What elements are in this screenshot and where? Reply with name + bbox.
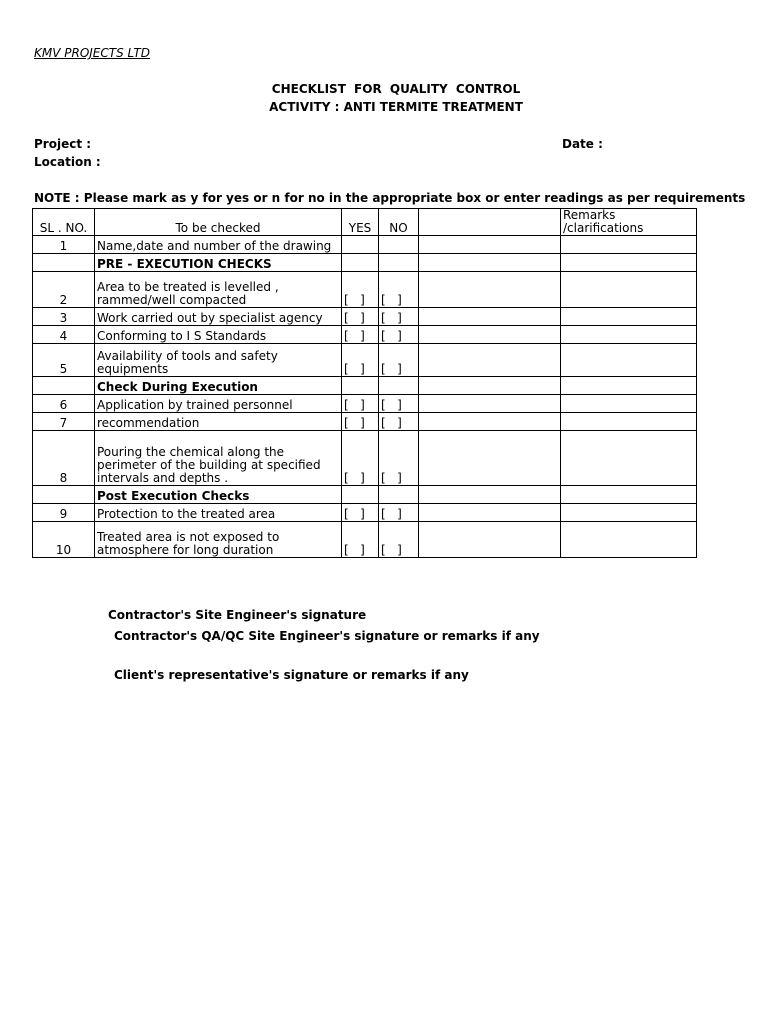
item-cell: Conforming to I S Standards xyxy=(95,326,342,344)
company-name: KMV PROJECTS LTD xyxy=(34,46,150,60)
header-no: NO xyxy=(379,209,419,236)
header-remarks: Remarks /clarifications xyxy=(561,209,697,236)
sl-no-cell: 8 xyxy=(33,431,95,486)
sl-no-cell xyxy=(33,254,95,272)
yes-cell xyxy=(342,254,379,272)
remarks-cell[interactable] xyxy=(561,344,697,377)
blank-cell[interactable] xyxy=(419,504,561,522)
sl-no-cell: 6 xyxy=(33,395,95,413)
no-checkbox[interactable]: [ ] xyxy=(379,431,419,486)
document-title: CHECKLIST FOR QUALITY CONTROL xyxy=(271,82,521,96)
yes-checkbox[interactable]: [ ] xyxy=(342,504,379,522)
no-cell xyxy=(379,486,419,504)
yes-checkbox[interactable]: [ ] xyxy=(342,395,379,413)
table-row xyxy=(33,431,697,486)
no-checkbox[interactable]: [ ] xyxy=(379,413,419,431)
item-cell: recommendation xyxy=(95,413,342,431)
remarks-cell[interactable] xyxy=(561,395,697,413)
location-label: Location : xyxy=(34,155,101,169)
section-row xyxy=(33,254,697,272)
no-checkbox[interactable]: [ ] xyxy=(379,344,419,377)
table-row xyxy=(33,236,697,254)
sl-no-cell: 1 xyxy=(33,236,95,254)
no-checkbox[interactable]: [ ] xyxy=(379,395,419,413)
header-yes: YES xyxy=(342,209,379,236)
yes-checkbox[interactable]: [ ] xyxy=(342,308,379,326)
sl-no-cell: 3 xyxy=(33,308,95,326)
sl-no-cell: 5 xyxy=(33,344,95,377)
blank-cell xyxy=(419,486,561,504)
table-row xyxy=(33,326,697,344)
blank-cell[interactable] xyxy=(419,272,561,308)
remarks-cell xyxy=(561,254,697,272)
header-to-be-checked: To be checked xyxy=(95,209,342,236)
sl-no-cell xyxy=(33,486,95,504)
item-cell: Protection to the treated area xyxy=(95,504,342,522)
yes-checkbox[interactable]: [ ] xyxy=(342,326,379,344)
yes-cell[interactable] xyxy=(342,236,379,254)
yes-checkbox[interactable]: [ ] xyxy=(342,522,379,558)
sl-no-cell xyxy=(33,377,95,395)
instruction-note: NOTE : Please mark as y for yes or n for no in the appropriate box or enter readings as per requirements xyxy=(34,191,746,205)
yes-cell xyxy=(342,377,379,395)
client-signature: Client's representative's signature or remarks if any xyxy=(114,668,469,682)
header-blank xyxy=(419,209,561,236)
no-cell xyxy=(379,254,419,272)
no-cell[interactable] xyxy=(379,236,419,254)
blank-cell xyxy=(419,254,561,272)
no-checkbox[interactable]: [ ] xyxy=(379,272,419,308)
table-row xyxy=(33,395,697,413)
activity-subtitle: ACTIVITY : ANTI TERMITE TREATMENT xyxy=(269,100,523,114)
site-engineer-signature: Contractor's Site Engineer's signature xyxy=(108,608,367,622)
item-cell: Availability of tools and safety equipments xyxy=(95,344,342,377)
remarks-cell[interactable] xyxy=(561,272,697,308)
blank-cell[interactable] xyxy=(419,413,561,431)
no-checkbox[interactable]: [ ] xyxy=(379,522,419,558)
blank-cell[interactable] xyxy=(419,522,561,558)
blank-cell[interactable] xyxy=(419,236,561,254)
no-checkbox[interactable]: [ ] xyxy=(379,308,419,326)
table-row xyxy=(33,522,697,558)
table-row xyxy=(33,344,697,377)
blank-cell[interactable] xyxy=(419,395,561,413)
remarks-cell[interactable] xyxy=(561,522,697,558)
remarks-cell[interactable] xyxy=(561,413,697,431)
sl-no-cell: 9 xyxy=(33,504,95,522)
table-row xyxy=(33,308,697,326)
no-cell xyxy=(379,377,419,395)
sl-no-cell: 2 xyxy=(33,272,95,308)
project-label: Project : xyxy=(34,137,92,151)
checklist-table xyxy=(32,208,697,558)
table-row xyxy=(33,413,697,431)
yes-checkbox[interactable]: [ ] xyxy=(342,413,379,431)
yes-cell xyxy=(342,486,379,504)
section-heading: PRE - EXECUTION CHECKS xyxy=(95,254,342,272)
item-cell: Name,date and number of the drawing xyxy=(95,236,342,254)
remarks-cell xyxy=(561,377,697,395)
yes-checkbox[interactable]: [ ] xyxy=(342,431,379,486)
sl-no-cell: 10 xyxy=(33,522,95,558)
blank-cell[interactable] xyxy=(419,431,561,486)
sl-no-cell: 7 xyxy=(33,413,95,431)
remarks-cell xyxy=(561,486,697,504)
blank-cell xyxy=(419,377,561,395)
section-row xyxy=(33,486,697,504)
section-heading: Post Execution Checks xyxy=(95,486,342,504)
table-row xyxy=(33,504,697,522)
table-header-row xyxy=(33,209,697,236)
remarks-cell[interactable] xyxy=(561,504,697,522)
sl-no-cell: 4 xyxy=(33,326,95,344)
yes-checkbox[interactable]: [ ] xyxy=(342,344,379,377)
item-cell: Area to be treated is levelled , rammed/well compacted xyxy=(95,272,342,308)
section-row xyxy=(33,377,697,395)
item-cell: Application by trained personnel xyxy=(95,395,342,413)
remarks-cell[interactable] xyxy=(561,326,697,344)
blank-cell[interactable] xyxy=(419,308,561,326)
blank-cell[interactable] xyxy=(419,344,561,377)
qa-qc-signature: Contractor's QA/QC Site Engineer's signature or remarks if any xyxy=(114,629,540,643)
date-label: Date : xyxy=(562,137,603,151)
remarks-cell[interactable] xyxy=(561,308,697,326)
no-checkbox[interactable]: [ ] xyxy=(379,326,419,344)
remarks-cell[interactable] xyxy=(561,431,697,486)
header-sl-no: SL . NO. xyxy=(33,209,95,236)
section-heading: Check During Execution xyxy=(95,377,342,395)
item-cell: Work carried out by specialist agency xyxy=(95,308,342,326)
item-cell: Treated area is not exposed to atmosphere for long duration xyxy=(95,522,342,558)
yes-checkbox[interactable]: [ ] xyxy=(342,272,379,308)
remarks-cell[interactable] xyxy=(561,236,697,254)
table-row xyxy=(33,272,697,308)
item-cell: Pouring the chemical along the perimeter of the building at specified intervals and depths . xyxy=(95,431,342,486)
blank-cell[interactable] xyxy=(419,326,561,344)
no-checkbox[interactable]: [ ] xyxy=(379,504,419,522)
